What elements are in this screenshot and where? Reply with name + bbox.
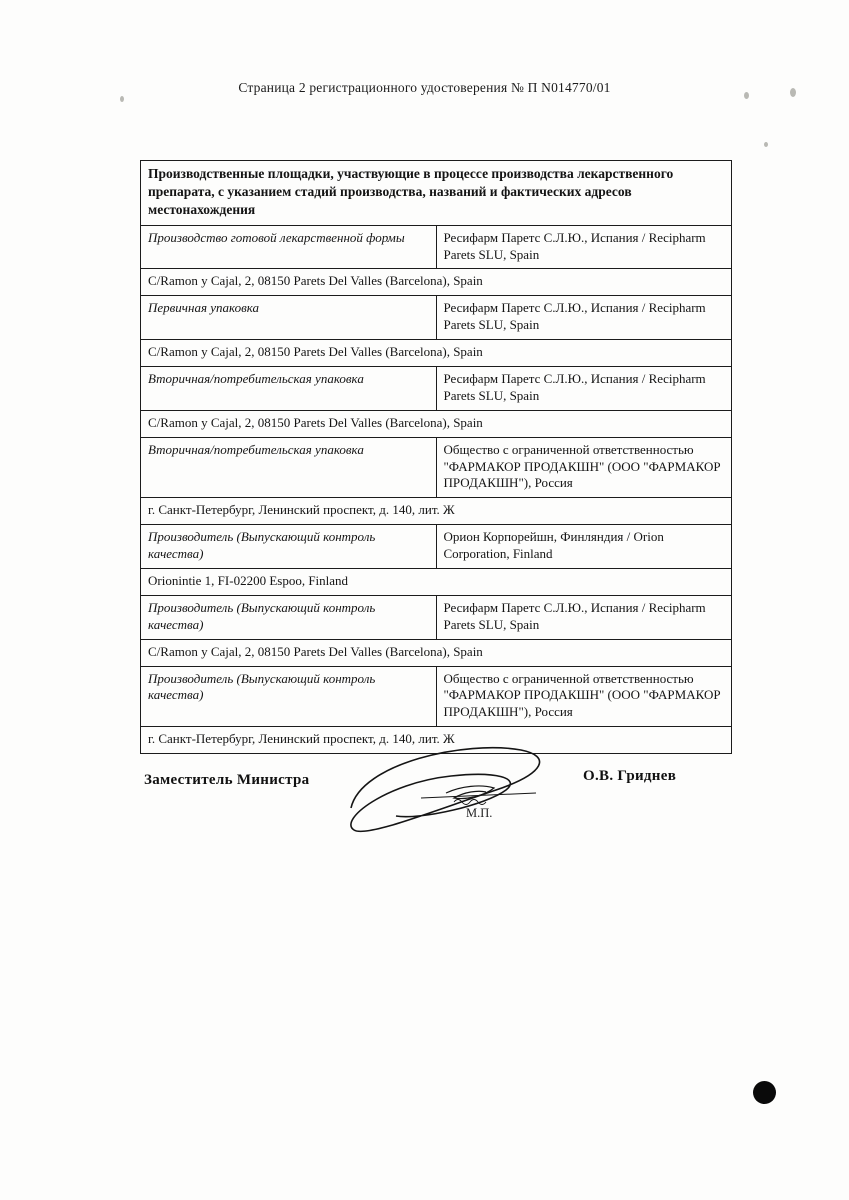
- address-cell: Orionintie 1, FI-02200 Espoo, Finland: [141, 569, 732, 596]
- company-cell: Орион Корпорейшн, Финляндия / Orion Corporation, Finland: [436, 525, 732, 569]
- company-cell: Ресифарм Паретс С.Л.Ю., Испания / Recipharm Parets SLU, Spain: [436, 225, 732, 269]
- table-row: [141, 595, 732, 639]
- address-cell: C/Ramon y Cajal, 2, 08150 Parets Del Valles (Barcelona), Spain: [141, 269, 732, 296]
- table-row: [141, 569, 732, 596]
- scan-artifact: [744, 92, 749, 99]
- address-cell: C/Ramon y Cajal, 2, 08150 Parets Del Valles (Barcelona), Spain: [141, 340, 732, 367]
- stage-cell: Производитель (Выпускающий контроль качества): [141, 525, 437, 569]
- signer-title: Заместитель Министра: [144, 772, 310, 788]
- signer-name: О.В. Гриднев: [583, 768, 677, 784]
- table-row: [141, 367, 732, 411]
- address-cell: C/Ramon y Cajal, 2, 08150 Parets Del Valles (Barcelona), Spain: [141, 410, 732, 437]
- table-row: [141, 340, 732, 367]
- hole-punch-mark: [753, 1081, 776, 1104]
- stage-cell: Производитель (Выпускающий контроль качества): [141, 595, 437, 639]
- production-sites-table: [140, 160, 732, 754]
- signature-scribble: [326, 738, 561, 848]
- company-cell: Общество с ограниченной ответственностью "ФАРМАКОР ПРОДАКШН" (ООО "ФАРМАКОР ПРОДАКШН"), Россия: [436, 437, 732, 498]
- stage-cell: Первичная упаковка: [141, 296, 437, 340]
- page-header: Страница 2 регистрационного удостоверения № П N014770/01: [238, 80, 611, 95]
- table-row: [141, 525, 732, 569]
- table-row: [141, 437, 732, 498]
- table-row: [141, 296, 732, 340]
- company-cell: Ресифарм Паретс С.Л.Ю., Испания / Recipharm Parets SLU, Spain: [436, 595, 732, 639]
- seal-place-label: М.П.: [466, 806, 493, 820]
- table-row: [141, 498, 732, 525]
- table-row: [141, 269, 732, 296]
- address-cell: г. Санкт-Петербург, Ленинский проспект, д. 140, лит. Ж: [141, 727, 732, 754]
- table-row: [141, 666, 732, 727]
- stage-cell: Вторичная/потребительская упаковка: [141, 437, 437, 498]
- table-row: [141, 410, 732, 437]
- company-cell: Общество с ограниченной ответственностью "ФАРМАКОР ПРОДАКШН" (ООО "ФАРМАКОР ПРОДАКШН"), Россия: [436, 666, 732, 727]
- table-row: [141, 225, 732, 269]
- company-cell: Ресифарм Паретс С.Л.Ю., Испания / Recipharm Parets SLU, Spain: [436, 296, 732, 340]
- stage-cell: Производитель (Выпускающий контроль качества): [141, 666, 437, 727]
- stage-cell: Производство готовой лекарственной формы: [141, 225, 437, 269]
- table-title: Производственные площадки, участвующие в процессе производства лекарственного препарата, с указанием стадий производства, названий и фактических адресов местонахождения: [141, 161, 732, 226]
- table-row: [141, 639, 732, 666]
- address-cell: г. Санкт-Петербург, Ленинский проспект, д. 140, лит. Ж: [141, 498, 732, 525]
- address-cell: C/Ramon y Cajal, 2, 08150 Parets Del Valles (Barcelona), Spain: [141, 639, 732, 666]
- table-title-row: [141, 161, 732, 226]
- scan-artifact: [764, 142, 768, 147]
- company-cell: Ресифарм Паретс С.Л.Ю., Испания / Recipharm Parets SLU, Spain: [436, 367, 732, 411]
- scan-artifact: [790, 88, 796, 97]
- stage-cell: Вторичная/потребительская упаковка: [141, 367, 437, 411]
- scan-artifact: [120, 96, 124, 102]
